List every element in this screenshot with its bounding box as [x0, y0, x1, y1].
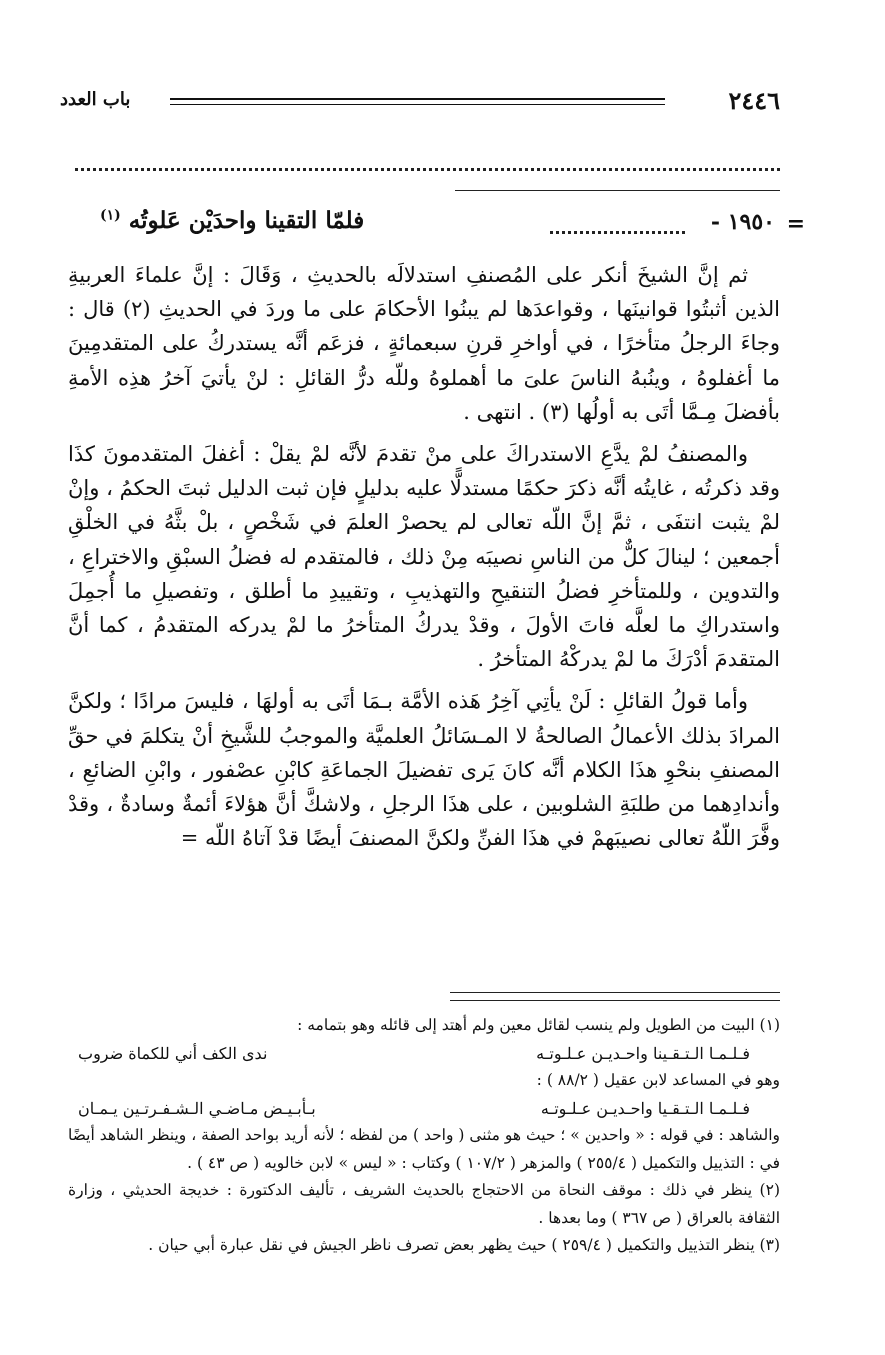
body-text [68, 258, 780, 863]
verse-heading [60, 205, 805, 245]
footnote-verse-line [68, 1040, 780, 1068]
footnotes [68, 1012, 780, 1260]
verse-dotted-line [550, 231, 685, 234]
footnote-rule [450, 992, 780, 993]
footnote-verse-line [68, 1095, 780, 1123]
running-header [60, 86, 780, 116]
paragraph: وأما قولُ القائلِ : لَنْ يأتِي آخِرُ هَذه الأمَّة بـمَا أتَى به أولهَا ، فليسَ مرادًا ؛ ولكنَّ المرادَ بذلك الأعمالُ الصالحةُ لا المـسَائلُ العلميَّة والموجبُ للشَّيخِ أنْ يتكلمَ في حقِّ المصنفِ بنحْوِ هذَا الكلام أنَّه كانَ يَرى تفضيلَ الجماعَةِ كابْنِ عصْفور ، وابْنِ الضائعِ ، وأندادِهما من طلبَةِ الشلوبين ، على هذَا الرجلِ ، ولاشكَّ أنَّ هؤلاءَ أئمةٌ وسادةٌ ، وقدْ وفَّرَ اللّهُ تعالى نصيبَهمْ في هذَا الفنِّ ولكنَّ المصنفَ أيضًا قدْ آتاهُ اللّه = [68, 689, 780, 851]
footnote-ref: (١) [100, 207, 121, 224]
section-rule [455, 190, 780, 191]
footnote-text: والشاهد : في قوله : « واحدين » ؛ حيث هو مثنى ( واحد ) من لفظه ؛ لأنه أريد بواحد الصفة ، وينظر الشاهد أيضًا في : التذييل والتكميل ( ٢٥٥/٤ ) والمزهر ( ١٠٧/٢ ) وكتاب : « ليس » لابن خالويه ( ص ٤٣ ) . [68, 1126, 780, 1172]
chapter-title: باب العدد [60, 89, 131, 110]
hemistich: بـأبـيـض مـاضـي الـشـفـرتـين يـمـان [78, 1098, 316, 1118]
verse-number: ١٩٥٠ - [710, 209, 775, 235]
footnote-1: (١) البيت من الطويل ولم ينسب لقائل معين ولم أهتد إلى قائله وهو بتمامه : [297, 1016, 780, 1034]
footnote-rule [450, 1000, 780, 1001]
verse-text: فلمّا التقينا واحدَيْن عَلوتُه $^{(١)}$ [100, 207, 365, 234]
hemistich: ندى الكف أني للكماة ضروب [78, 1043, 268, 1063]
footnote-text: وهو في المساعد لابن عقيل ( ٨٨/٢ ) : [536, 1071, 780, 1089]
continuation-mark: = [786, 211, 805, 237]
page-number: ٢٤٤٦ [728, 86, 780, 115]
footnote-3: (٣) ينظر التذييل والتكميل ( ٢٥٩/٤ ) حيث يظهر بعض تصرف ناظر الجيش في نقل عبارة أبي حيان . [148, 1236, 780, 1254]
footnote-2: (٢) ينظر في ذلك : موقف النحاة من الاحتجاج بالحديث الشريف ، تأليف الدكتورة : خديجة الحديثي ، وزارة الثقافة بالعراق ( ص ٣٦٧ ) وما بعدها . [68, 1181, 780, 1227]
paragraph: ثم إنَّ الشيخَ أنكر على المُصنفِ استدلالَه بالحديثِ ، وَقَالَ : إنَّ علماءَ العربيةِ الذين أثبتُوا قوانينَها ، وقواعدَها لم يبنُوا الأحكامَ على ما وردَ في الحديثِ (٢) قال : وجاءَ الرجلُ متأخرًا ، في أواخرِ قرنِ سبعمائةٍ ، فزعَم أنَّه يستدركُ على المتقدمِينَ ما أغفلوهُ ، وينُبهُ الناسَ علىَ ما أهملوهُ وللّه درُّ القائلِ : لنْ يأتيَ آخرُ هذِه الأمةِ بأفضلَ مِـمَّا أتَى به أولُها (٣) . انتهى . [68, 263, 780, 424]
hemistich: فـلـمـا الـتـقـيا واحـديـن عـلـوتـه [540, 1098, 750, 1118]
header-rule [170, 98, 665, 105]
paragraph: والمصنفُ لمْ يدَّعِ الاستدراكَ على منْ تقدمَ لأنَّه لمْ يقلْ : أغفلَ المتقدمونَ كذَا وقد ذكرتُه ، غايتُه أنَّه ذكرَ حكمًا مستدلًّا عليه بدليلٍ فإن ثبت الدليل ثبتَ الحكمُ ، وإنْ لمْ يثبت انتفَى ، ثمَّ إنَّ اللّه تعالى لم يحصرْ العلمَ في شَخْصٍ ، بلْ بثَّهُ في الخلْقِ أجمعين ؛ لينالَ كلٌّ من الناسِ نصيبَه مِنْ ذلك ، فالمتقدم له فضلُ السبْقِ والاختراعِ ، والتدوين ، وللمتأخرِ فضلُ التنقيحِ والتهذيبِ ، وتقييدِ ما أطلق ، وتفصيلِ ما أُجمِلَ واستدراكِ ما لعلَّه فاتَ الأولَ ، وقدْ يدركُ المتأخرُ ما لمْ يدركه المتقدمُ ، كما أنَّ المتقدمَ أدْرَكَ ما لمْ يدركْهُ المتأخرُ . [68, 442, 780, 672]
ellipsis-dotted-line [75, 158, 780, 171]
hemistich: فـلـمـا الـتـقـينا واحـديـن عـلـوتـه [536, 1043, 750, 1063]
